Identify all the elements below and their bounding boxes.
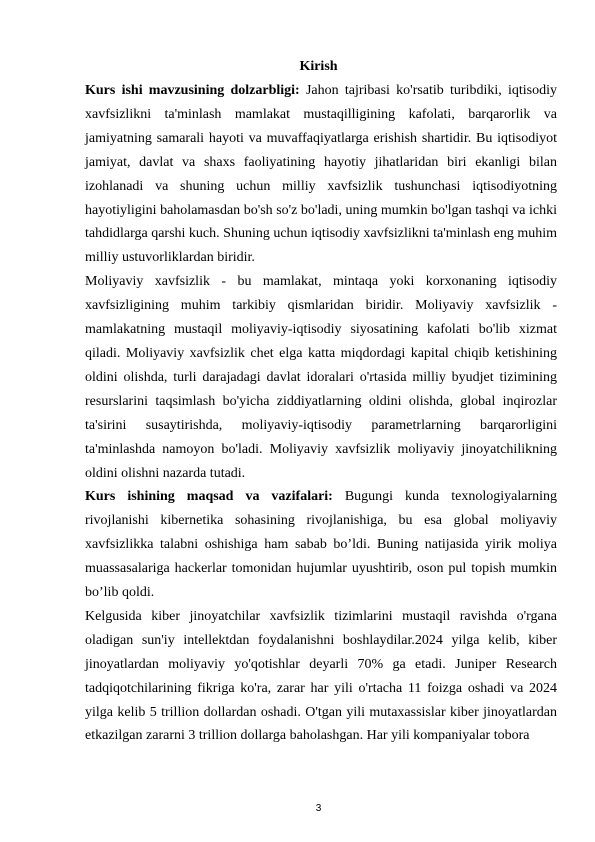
paragraph-text: Jahon tajribasi ko'rsatib turibdiki, iqtisodiy xavfsizlikni ta'minlash mamlakat mustaqilligining kafolati, barqarorlik va jamiyatning samarali hayoti va muvaffaqiyatlarga erishish shartidir. Bu iqtisodiyot jamiyat, davlat va shaxs faoliyatining hayotiy jihatlaridan biri ekanligi bilan izohlanadi va shuning uchun milliy xavfsizlik tushunchasi iqtisodiyotning hayotiyligini baholamasdan bo'sh so'z bo'ladi, uning mumkin bo'lgan tashqi va ichki tahdidlarga qarshi kuch. Shuning uchun iqtisodiy xavfsizlikni ta'minlash eng muhim milliy ustuvorliklardan biridir.	[85, 83, 557, 266]
paragraph-financial-security	[85, 270, 557, 485]
paragraph-text: Bugungi kunda texnologiyalarning rivojlanishi kibernetika sohasining rivojlanishiga, bu esa global moliyaviy xavfsizlikka talabni oshishiga ham sabab bo’ldi. Buning natijasida yirik moliya muassasalariga hackerlar tomonidan hujumlar uyushtirib, oson pul topish mumkin bo’lib qoldi.	[85, 489, 557, 601]
page-number: 3	[315, 803, 322, 814]
paragraph-cybercrime	[85, 605, 557, 748]
paragraph-lead: Kurs ishining maqsad va vazifalari:	[85, 489, 333, 505]
page-title: Kirish	[299, 59, 338, 74]
paragraph-text: Kelgusida kiber jinoyatchilar xavfsizlik tizimlarini mustaqil ravishda o'rgana oladigan sun'iy intellektdan foydalanishni boshlaydilar.2024 yilga kelib, kiber jinoyatlardan moliyaviy yo'qotishlar deyarli 70% ga etadi. Juniper Research tadqiqotchilarining fikriga ko'ra, zarar har yili o'rtacha 11 foizga oshadi va 2024 yilga kelib 5 trillion dollardan oshadi. O'tgan yili mutaxassislar kiber jinoyatlardan etkazilgan zararni 3 trillion dollarga baholashgan. Har yili kompaniyalar tobora	[85, 608, 557, 744]
paragraph-lead: Kurs ishi mavzusining dolzarbligi:	[85, 83, 300, 98]
paragraph-relevance	[85, 79, 557, 270]
paragraph-goals	[85, 485, 557, 605]
paragraph-text: Moliyaviy xavfsizlik - bu mamlakat, mintaqa yoki korxonaning iqtisodiy xavfsizligining muhim tarkibiy qismlaridan biridir. Moliyaviy xavfsizlik - mamlakatning mustaqil moliyaviy-iqtisodiy siyosatining kafolati bo'lib xizmat qiladi. Moliyaviy xavfsizlik chet elga katta miqdordagi kapital chiqib ketishining oldini olishda, turli darajadagi davlat idoralari o'rtasida milliy byudjet tizimining resurslarini taqsimlash bo'yicha ziddiyatlarning oldini olishda, global inqirozlar ta'sirini susaytirishda, moliyaviy-iqtisodiy parametrlarning barqarorligini ta'minlashda namoyon bo'ladi. Moliyaviy xavfsizlik moliyaviy jinoyatchilikning oldini olishni nazarda tutadi.	[85, 274, 557, 481]
body-text	[85, 79, 557, 748]
